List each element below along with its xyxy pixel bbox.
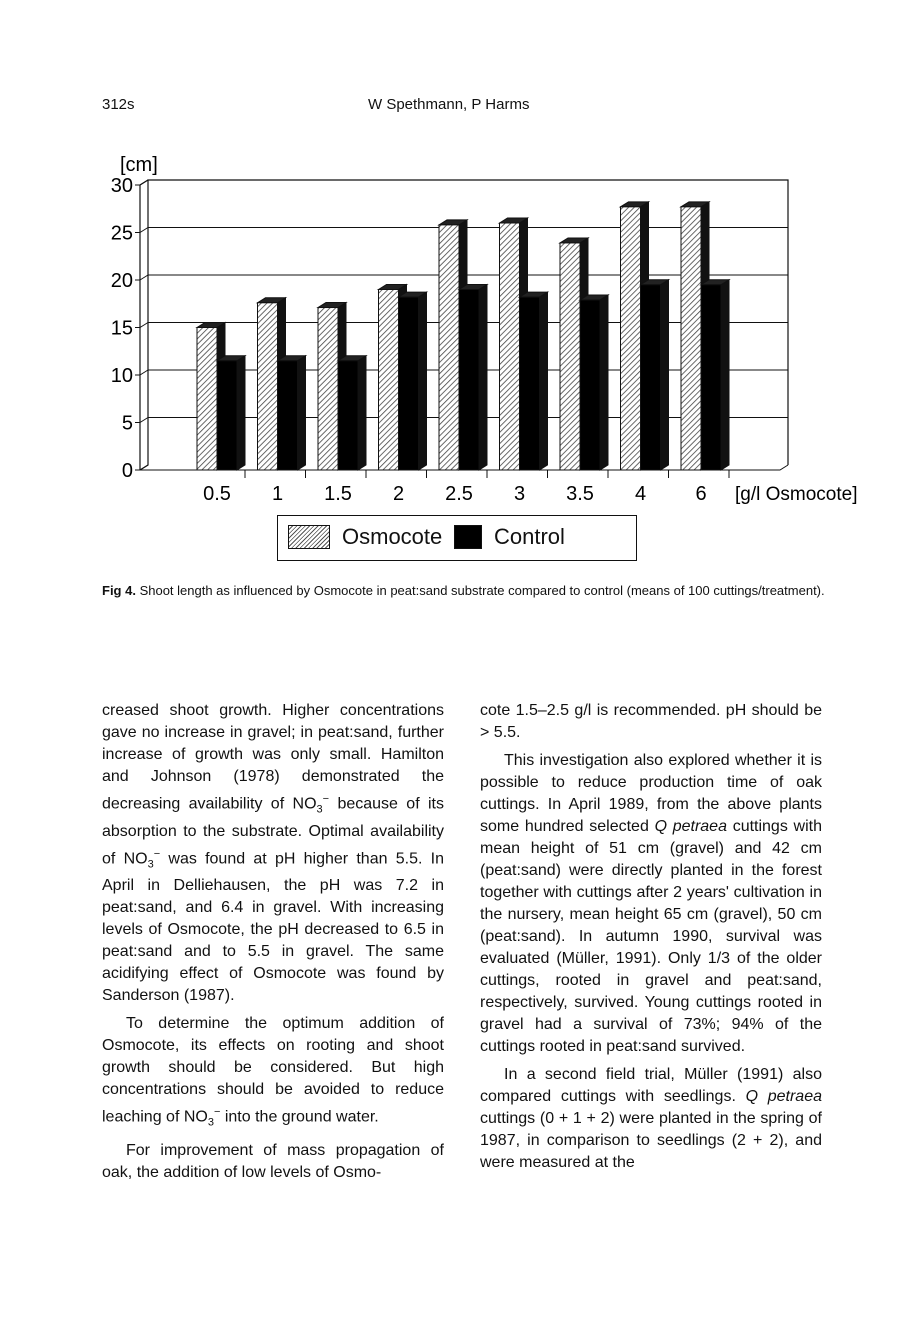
svg-text:5: 5 [121,412,133,435]
chart-legend [277,515,637,561]
solid-swatch-icon [454,525,482,549]
svg-text:0: 0 [121,460,133,482]
text-column-right [480,700,822,1180]
svg-text:3: 3 [513,483,526,505]
svg-text:15: 15 [110,317,133,340]
caption-text: Shoot length as influenced by Osmocote in peat:sand substrate compared to control (means of 100 cuttings/treatment). [135,583,825,598]
figure-caption [102,582,827,599]
legend-item-control [454,524,565,550]
svg-text:0.5: 0.5 [203,483,231,505]
svg-text:4: 4 [634,483,647,505]
paragraph: creased shoot growth. Higher concentrations gave no increase in gravel; in peat:sand, further increase of growth was only small. Hamilton and Johnson (1978) demonstrated the decreasing availability of $NO_3^-$ because of its absorption to the substrate. Optimal availability of $NO_3^-$ was found at pH higher than 5.5. In April in Delliehausen, the pH was 7.2 in peat:sand, and 6.4 in gravel. With increasing levels of Osmocote, the pH decreased to 6.5 in peat:sand and to 5.5 in gravel. The same acidifying effect of Osmocote was found by Sanderson (1987). [102,702,445,1005]
svg-text:1.5: 1.5 [324,483,352,505]
svg-text:30: 30 [110,175,133,197]
legend-label: Osmocote [342,524,443,549]
svg-text:[g/l Osmocote]: [g/l Osmocote] [735,484,858,505]
hatched-swatch-icon [288,525,330,549]
svg-text:6: 6 [695,483,707,505]
page-number: 312s [102,96,135,113]
author-line: W Spethmann, P Harms [368,96,530,113]
paragraph: In a second field trial, Müller (1991) also compared cuttings with seedlings. Q petraea cuttings (0 + 1 + 2) were planted in the spring of 1987, in comparison to seedlings (2 + 2), and were measured at the [480,1066,823,1171]
figure-label: Fig 4. [102,583,136,598]
svg-text:3.5: 3.5 [566,483,594,505]
text-column-left [102,700,444,1190]
legend-label: Control [494,524,565,549]
paragraph: For improvement of mass propagation of oak, the addition of low levels of Osmo- [102,1141,444,1181]
svg-text:10: 10 [110,365,133,387]
svg-text:20: 20 [110,270,133,292]
svg-text:2: 2 [392,483,405,505]
svg-text:1: 1 [271,483,284,505]
paragraph: cote 1.5–2.5 g/l is recommended. pH should be > 5.5. [480,702,822,741]
svg-text:2.5: 2.5 [445,483,473,505]
legend-item-osmocote [288,524,442,550]
chart-bars [197,202,729,470]
bar-chart [90,140,870,510]
paragraph: To determine the optimum addition of Osmocote, its effects on rooting and shoot growth should be considered. But high concentrations should be avoided to reduce leaching of $NO_3^-$ into the ground water. [102,1015,444,1129]
svg-text:25: 25 [110,222,133,245]
svg-text:[cm]: [cm] [120,154,158,176]
paragraph: This investigation also explored whether it is possible to reduce production time of oak cuttings. In April 1989, from the above plants some hundred selected Q petraea cuttings with mean height of 51 cm (gravel) and 42 cm (peat:sand) were directly planted in the forest together with cuttings after 2 years' cultivation in the nursery, mean height 65 cm (gravel), 50 cm (peat:sand). In autumn 1990, survival was evaluated (Müller, 1991). Only 1/3 of the older cuttings, rooted in gravel and peat:sand, respectively, survived. Young cuttings rooted in gravel had a survival of 73%; 94% of the cuttings rooted in peat:sand survived. [480,752,822,1055]
